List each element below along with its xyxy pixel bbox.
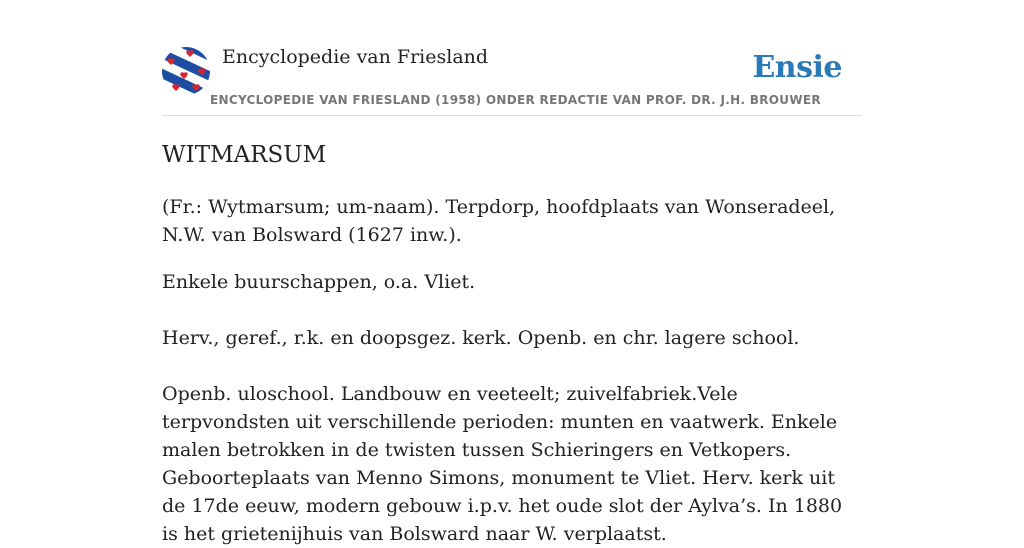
paragraph: Enkele buurschappen, o.a. Vliet.	[162, 271, 476, 293]
frisian-flag-icon[interactable]	[162, 47, 210, 95]
entry-title: WITMARSUM	[162, 142, 327, 168]
paragraph: Openb. uloschool. Landbouw en veeteelt; zuivelfabriek.Vele terpvondsten uit verschillende perioden: munten en vaatwerk. Enkele malen betrokken in de twisten tussen Schieringers en Vetkopers. Geboorteplaats van Menno Simons, monument te Vliet. Herv. kerk uit de 17de eeuw, modern gebouw i.p.v. het oude slot der Aylva’s. In 1880 is het grietenijhuis van Bolsward naar W. verplaatst.	[162, 383, 843, 545]
site-subtitle: ENCYCLOPEDIE VAN FRIESLAND (1958) ONDER REDACTIE VAN PROF. DR. J.H. BROUWER	[210, 93, 821, 107]
site-title[interactable]: Encyclopedie van Friesland	[222, 46, 489, 68]
header	[162, 0, 862, 116]
header-divider	[162, 115, 862, 116]
paragraph: Herv., geref., r.k. en doopsgez. kerk. Openb. en chr. lagere school.	[162, 327, 800, 349]
page	[162, 0, 862, 548]
brand-logo[interactable]: Ensie	[752, 50, 842, 85]
paragraph: (Fr.: Wytmarsum; um-naam). Terpdorp, hoofdplaats van Wonseradeel, N.W. van Bolsward (1627 inw.).	[162, 196, 836, 246]
